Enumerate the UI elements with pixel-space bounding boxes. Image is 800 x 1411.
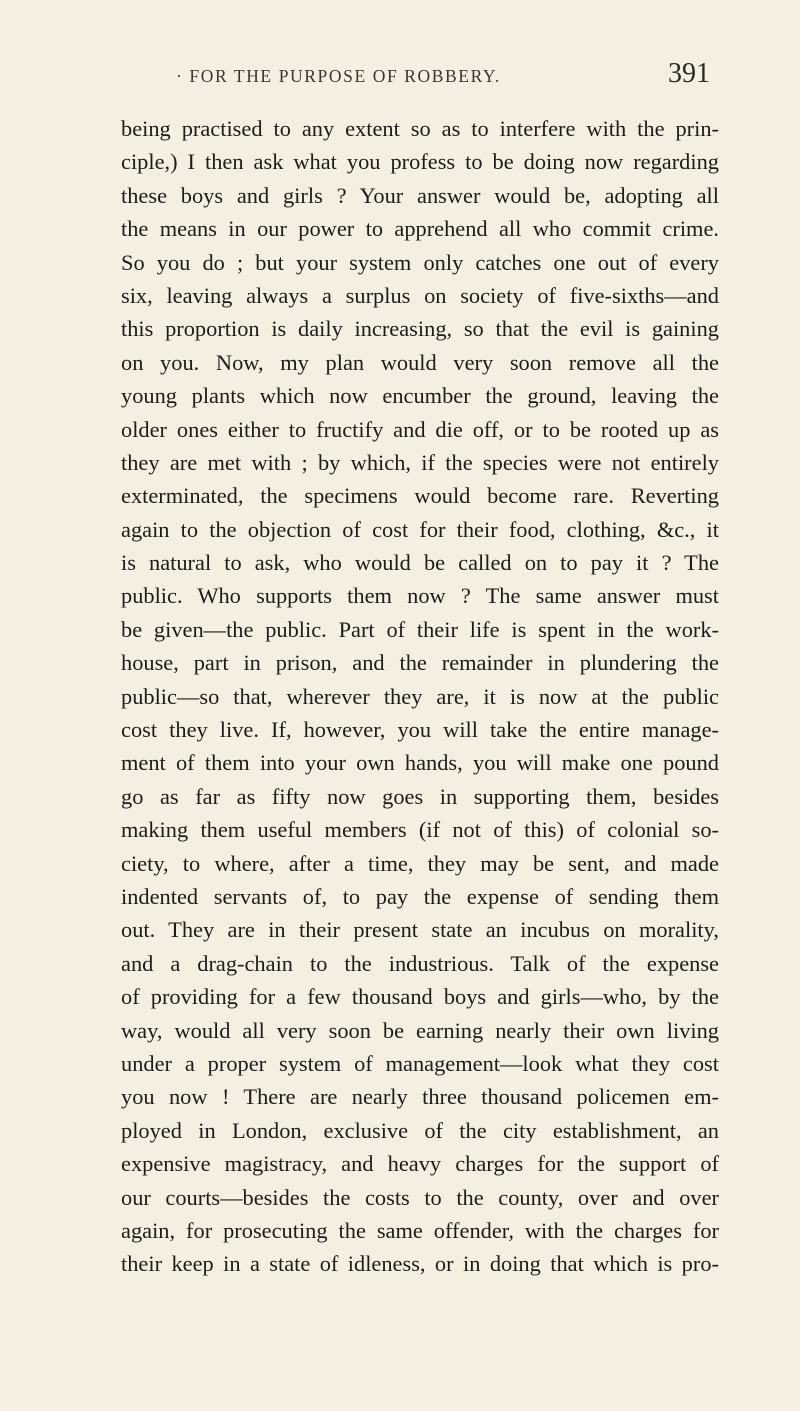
text-line: under a proper system of management—look what they cost xyxy=(121,1050,719,1076)
running-head: · FOR THE PURPOSE OF ROBBERY. xyxy=(176,66,501,86)
text-line: ciple,) I then ask what you profess to be doing now regarding xyxy=(121,149,719,175)
text-line: our courts—besides the costs to the county, over and over xyxy=(121,1184,719,1210)
text-line: and a drag-chain to the industrious. Talk of the expense xyxy=(121,950,719,976)
text-line: house, part in prison, and the remainder in plundering the xyxy=(121,650,719,676)
text-line: on you. Now, my plan would very soon remove all the xyxy=(121,349,719,375)
text-line: being practised to any extent so as to interfere with the prin- xyxy=(121,116,719,141)
text-line: is natural to ask, who would be called on to pay it ? The xyxy=(121,550,719,576)
text-line: out. They are in their present state an incubus on morality, xyxy=(121,917,719,943)
text-line: making them useful members (if not of this) of colonial so- xyxy=(121,817,719,843)
text-line: again to the objection of cost for their food, clothing, &c., it xyxy=(121,516,719,542)
text-line: be given—the public. Part of their life is spent in the work- xyxy=(121,616,719,642)
body-text xyxy=(121,112,719,1281)
text-line: exterminated, the specimens would become rare. Reverting xyxy=(121,483,719,509)
text-line: public—so that, wherever they are, it is now at the public xyxy=(121,683,719,709)
text-line: young plants which now encumber the ground, leaving the xyxy=(121,383,719,409)
text-line: ployed in London, exclusive of the city establishment, an xyxy=(121,1117,719,1143)
text-line: six, leaving always a surplus on society of five-sixths—and xyxy=(121,282,719,308)
page-header xyxy=(122,58,712,98)
text-line: indented servants of, to pay the expense of sending them xyxy=(121,883,719,909)
text-line: of providing for a few thousand boys and girls—who, by the xyxy=(121,984,719,1010)
text-line: the means in our power to apprehend all who commit crime. xyxy=(121,216,719,242)
text-line: way, would all very soon be earning nearly their own living xyxy=(121,1017,719,1043)
page-number: 391 xyxy=(668,58,710,89)
text-line: older ones either to fructify and die off, or to be rooted up as xyxy=(121,416,719,442)
text-line: again, for prosecuting the same offender, with the charges for xyxy=(121,1217,719,1243)
text-line: their keep in a state of idleness, or in doing that which is pro- xyxy=(121,1251,719,1277)
text-line: they are met with ; by which, if the species were not entirely xyxy=(121,449,719,475)
text-line: you now ! There are nearly three thousand policemen em- xyxy=(121,1084,719,1110)
text-line: go as far as fifty now goes in supporting them, besides xyxy=(121,783,719,809)
text-line: So you do ; but your system only catches one out of every xyxy=(121,249,719,275)
text-line: cost they live. If, however, you will take the entire manage- xyxy=(121,717,719,743)
text-line: these boys and girls ? Your answer would be, adopting all xyxy=(121,182,719,208)
text-line: ment of them into your own hands, you will make one pound xyxy=(121,750,719,776)
text-line: expensive magistracy, and heavy charges for the support of xyxy=(121,1151,719,1177)
text-line: public. Who supports them now ? The same answer must xyxy=(121,583,719,609)
text-line: this proportion is daily increasing, so that the evil is gaining xyxy=(121,316,719,342)
text-line: ciety, to where, after a time, they may be sent, and made xyxy=(121,850,719,876)
